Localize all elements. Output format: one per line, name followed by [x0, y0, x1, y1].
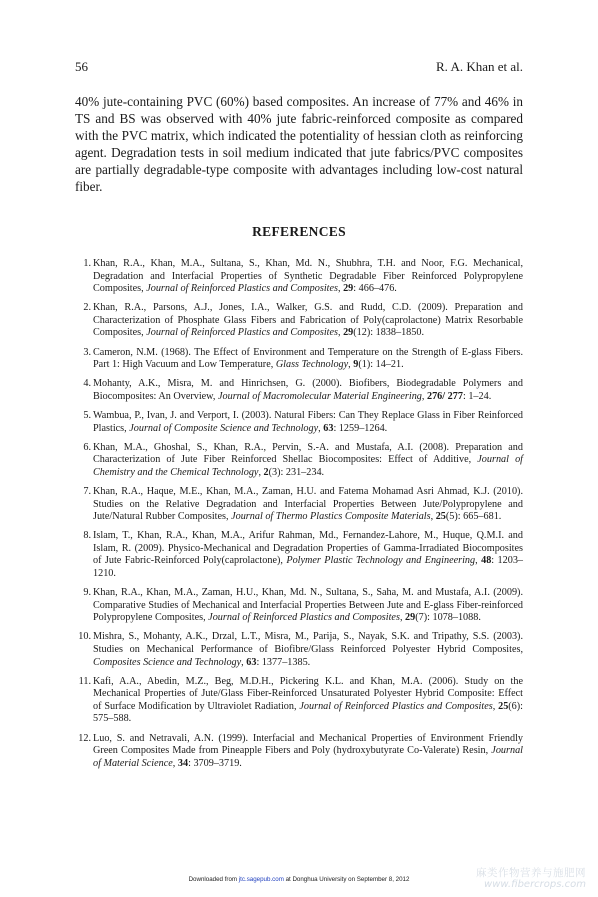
reference-number: 5.	[83, 409, 91, 421]
reference-separator: ,	[399, 612, 406, 624]
reference-authors-title: Wambua, P., Ivan, J. and Verport, I. (2003). Natural Fibers: Can They Replace Glass in Fiber Reinforced Plastics,	[93, 409, 523, 434]
reference-item	[75, 733, 523, 771]
reference-pages: (3): 231–234.	[268, 466, 325, 478]
reference-volume: 29	[343, 327, 354, 339]
reference-volume: 25	[498, 700, 509, 712]
reference-separator: ,	[421, 390, 427, 402]
reference-journal: Polymer Plastic Technology and Engineering	[286, 555, 476, 567]
reference-volume: 29	[405, 612, 416, 624]
reference-item	[75, 631, 523, 669]
reference-authors-title: Khan, R.A., Parsons, A.J., Jones, I.A., Walker, G.S. and Rudd, C.D. (2009). Preparation and Characterization of Phosphate Glass Fibers and Fabrication of Poly(caprolactone) Matrix Resorbable Composites,	[93, 302, 523, 339]
reference-pages: : 1–24.	[462, 390, 492, 402]
reference-separator: ,	[337, 327, 344, 339]
reference-volume: 276/ 277	[426, 390, 463, 402]
reference-pages: : 466–476.	[353, 283, 397, 295]
references-list	[75, 258, 523, 777]
reference-pages: (5): 665–681.	[445, 511, 502, 523]
reference-item	[75, 442, 523, 480]
reference-journal: Journal of Macromolecular Material Engineering	[217, 390, 422, 402]
reference-volume: 25	[435, 511, 446, 523]
reference-volume: 9	[353, 359, 359, 371]
reference-journal: Journal of Thermo Plastics Composite Materials	[231, 511, 431, 523]
watermark-url: www.fibercrops.com	[484, 879, 586, 890]
reference-authors-title: Kafi, A.A., Abedin, M.Z., Beg, M.D.H., Pickering K.L. and Khan, M.A. (2006). Study on the Mechanical Properties of Jute/Glass Fiber-Reinforced Unsaturated Polyester Hybrid Composite: Effect of Surface Modification by Ultraviolet Radiation,	[93, 675, 523, 712]
reference-number: 6.	[83, 441, 91, 453]
watermark	[474, 867, 586, 891]
reference-separator: ,	[318, 422, 324, 434]
reference-number: 4.	[83, 378, 91, 390]
body-paragraph: 40% jute-containing PVC (60%) based composites. An increase of 77% and 46% in TS and BS was observed with 40% jute fabric-reinforced composite as compared with the PVC matrix, which indicated the potentiality of hessian cloth as reinforcing agent. Degradation tests in soil medium indicated that jute fabrics/PVC composites are partially degradable-type composite with advantages including low-cost natural fiber.	[75, 94, 523, 194]
reference-volume: 63	[323, 422, 334, 434]
reference-number: 12.	[78, 732, 91, 744]
reference-number: 8.	[83, 530, 91, 542]
running-head: R. A. Khan et al.	[435, 59, 523, 74]
page-number: 56	[75, 59, 88, 74]
reference-pages: (1): 14–21.	[358, 359, 404, 371]
reference-pages: (12): 1838–1850.	[353, 327, 425, 339]
reference-pages: : 3709–3719.	[188, 757, 242, 769]
reference-pages: : 1203–1210.	[93, 555, 524, 579]
reference-authors-title: Cameron, N.M. (1968). The Effect of Environment and Temperature on the Strength of E-glass Fibers. Part 1: High Vacuum and Low Temperature,	[93, 346, 523, 371]
reference-number: 11.	[78, 675, 91, 687]
reference-authors-title: Khan, R.A., Haque, M.E., Khan, M.A., Zaman, H.U. and Fatema Mohamad Asri Ahmad, K.J. (2010). Studies on the Relative Degradation and Interfacial Properties Between Jute/Polypropylene and Jute/Natural Rubber Composites,	[93, 485, 523, 523]
reference-item	[75, 587, 523, 625]
reference-volume: 63	[246, 656, 257, 668]
reference-number: 1.	[83, 258, 91, 269]
reference-number: 2.	[83, 302, 91, 314]
reference-authors-title: Mohanty, A.K., Misra, M. and Hinrichsen, G. (2000). Biofibers, Biodegradable Polymers and Biocomposites: An Overview,	[93, 378, 523, 402]
reference-item	[75, 410, 523, 435]
reference-separator: ,	[241, 656, 247, 668]
reference-journal: Journal of Material Science	[93, 745, 523, 769]
reference-separator: ,	[337, 283, 344, 295]
reference-volume: 34	[177, 757, 189, 769]
reference-item	[75, 486, 523, 524]
reference-authors-title: Khan, R.A., Khan, M.A., Zaman, H.U., Khan, Md. N., Sultana, S., Saha, M. and Mustafa, A.I. (2009). Comparative Studies of Mechanical and Interfacial Properties Between Jute and E-glass Fiber-reinforced Polypropylene Composites,	[93, 587, 523, 624]
reference-item	[75, 378, 523, 403]
footer-link[interactable]: jtc.sagepub.com	[238, 876, 284, 883]
reference-number: 3.	[83, 346, 91, 358]
reference-number: 9.	[83, 587, 91, 599]
references-heading: REFERENCES	[252, 224, 346, 239]
footer-prefix: Downloaded from	[188, 876, 239, 883]
reference-journal: Composites Science and Technology	[93, 656, 242, 668]
reference-separator: ,	[430, 511, 436, 523]
reference-volume: 29	[343, 283, 354, 295]
reference-item	[75, 347, 523, 372]
page-header	[75, 59, 523, 77]
footer-suffix: at Donghua University on September 8, 2012	[283, 876, 410, 883]
reference-item	[75, 530, 523, 580]
reference-authors-title: Khan, M.A., Ghoshal, S., Khan, R.A., Pervin, S.-A. and Mustafa, A.I. (2008). Preparation and Characterization of Jute Fiber Reinforced Shellac Biocomposites: Effect of Additive,	[93, 441, 523, 466]
reference-separator: ,	[348, 359, 354, 371]
reference-number: 10.	[78, 631, 91, 643]
reference-journal: Journal of Composite Science and Technology	[129, 422, 319, 434]
reference-journal: Glass Technology	[275, 359, 349, 371]
reference-volume: 2	[263, 466, 269, 478]
reference-separator: ,	[492, 700, 499, 712]
reference-pages: : 1377–1385.	[256, 656, 311, 668]
reference-separator: ,	[475, 555, 482, 567]
reference-separator: ,	[258, 466, 264, 478]
reference-item	[75, 676, 523, 726]
reference-volume: 48	[481, 555, 492, 567]
reference-authors-title: Khan, R.A., Khan, M.A., Sultana, S., Khan, Md. N., Shubhra, T.H. and Noor, F.G. Mechanical, Degradation and Interfacial Properties of Synthetic Degradable Fiber Reinforced Polypropylene Composites,	[93, 258, 523, 295]
reference-authors-title: Luo, S. and Netravali, A.N. (1999). Interfacial and Mechanical Properties of Environment Friendly Green Composites Made from Pineapple Fibers and Poly (hydroxybutyrate Co-Valerate) Resin,	[93, 732, 523, 757]
reference-number: 7.	[83, 485, 91, 497]
reference-item	[75, 302, 523, 340]
reference-journal: Journal of Reinforced Plastics and Composites	[208, 612, 400, 624]
reference-item	[75, 258, 523, 296]
reference-pages: (7): 1078–1088.	[415, 612, 481, 624]
watermark-text: 麻类作物营养与施肥网	[476, 867, 586, 879]
reference-journal: Journal of Reinforced Plastics and Composites	[299, 700, 493, 712]
reference-pages: (6): 575–588.	[93, 700, 523, 725]
reference-authors-title: Islam, T., Khan, R.A., Khan, M.A., Arifur Rahman, Md., Fernandez-Lahore, M., Huque, Q.M.I. and Islam, R. (2009). Physico-Mechanical and Degradation Properties of Gamma-Irradiated Biocomposites of Jute Fabric-Reinforced Poly(caprolactone),	[93, 530, 523, 567]
reference-journal: Journal of Reinforced Plastics and Composites	[146, 283, 338, 295]
reference-journal: Journal of Chemistry and the Chemical Technology	[93, 454, 523, 478]
reference-authors-title: Mishra, S., Mohanty, A.K., Drzal, L.T., Misra, M., Parija, S., Nayak, S.K. and Tripathy, S.S. (2003). Studies on Mechanical Performance of Biofibre/Glass Reinforced Polyester Hybrid Composites,	[93, 631, 523, 655]
reference-journal: Journal of Reinforced Plastics and Composites	[146, 327, 338, 339]
reference-separator: ,	[172, 757, 178, 769]
reference-pages: : 1259–1264.	[333, 422, 388, 434]
